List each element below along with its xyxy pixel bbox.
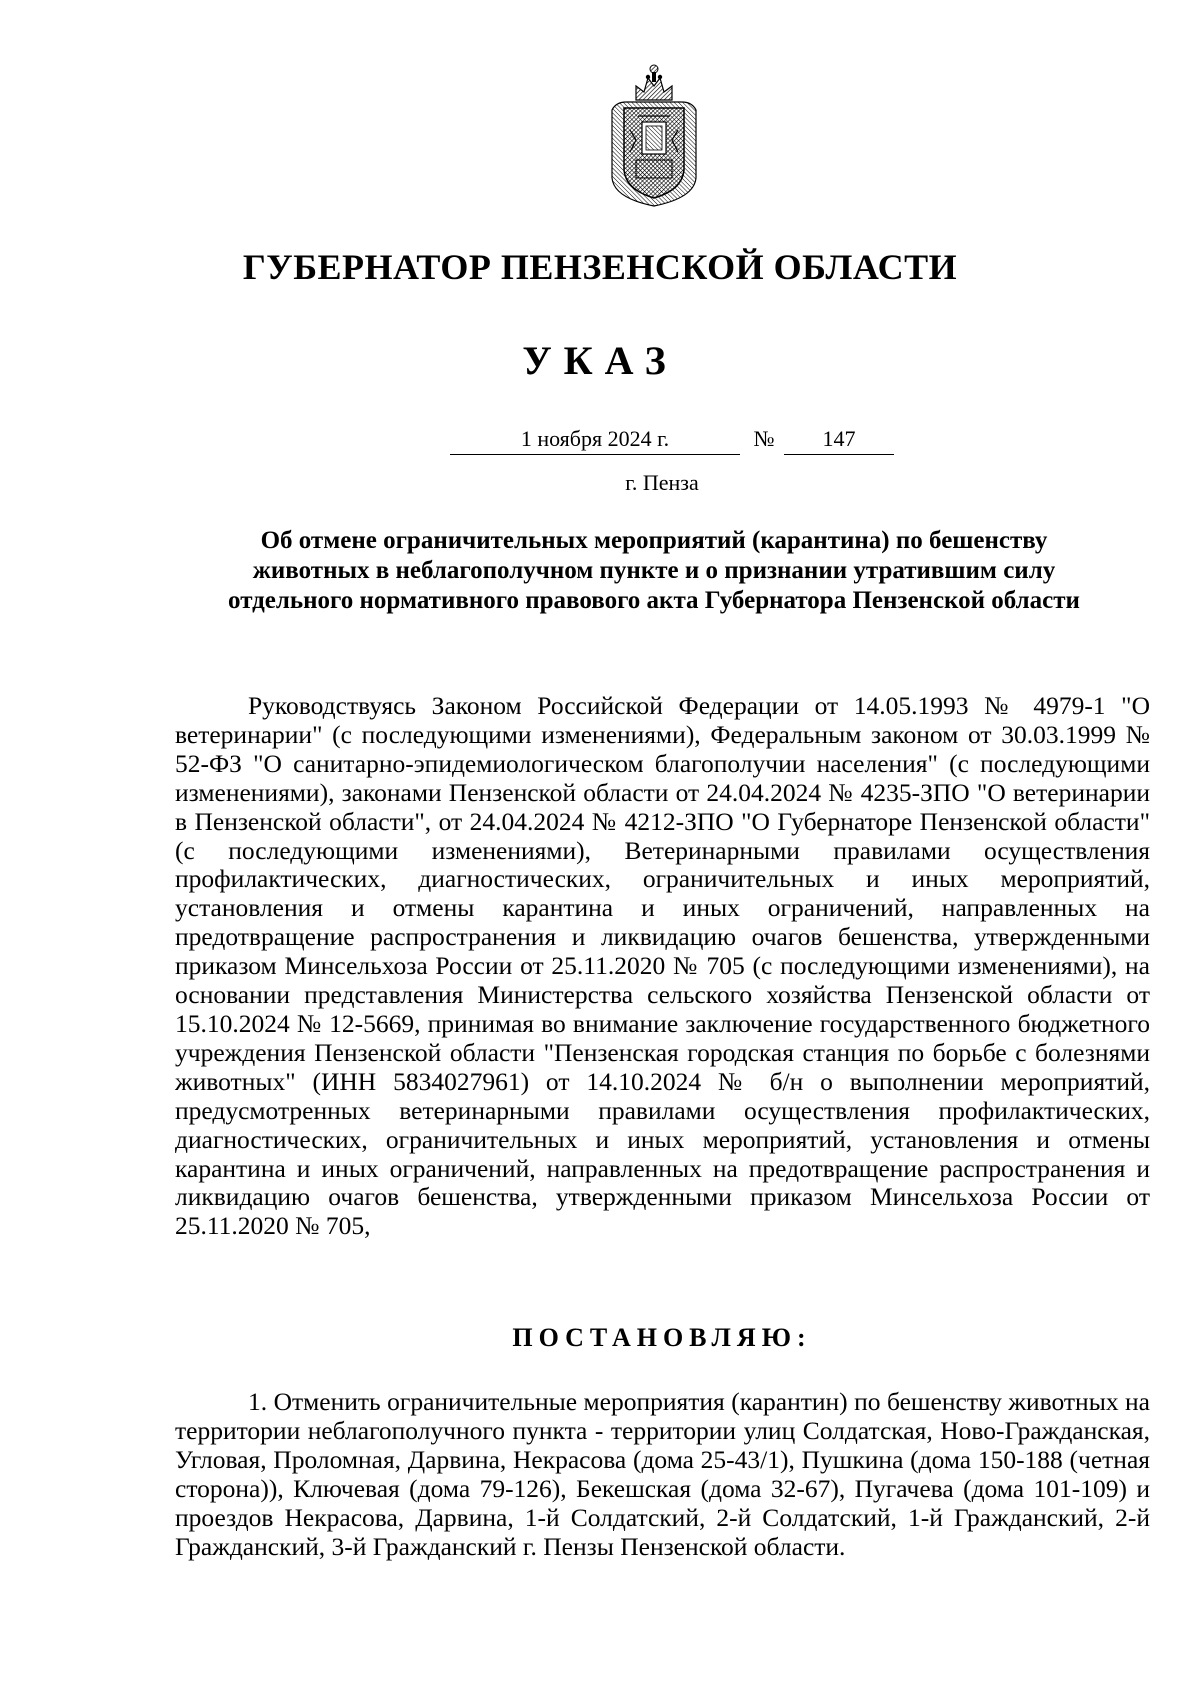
preamble-paragraph: Руководствуясь Законом Российской Федерации от 14.05.1993 № 4979-1 "О ветеринарии" (с последующими изменениями), Федеральным законом от 30.03.1999 № 52-ФЗ "О санитарно-эпидемиологическом благополучии населения" (с последующими изменениями), законами Пензенской области от 24.04.2024 № 4235-ЗПО "О ветеринарии в Пензенской области", от 24.04.2024 № 4212-ЗПО "О Губернаторе Пензенской области" (с последующими изменениями), Ветеринарными правилами осуществления профилактических, диагностических, ограничительных и иных мероприятий, установления и отмены карантина и иных ограничений, направленных на предотвращение распространения и ликвидацию очагов бешенства, утвержденными приказом Минсельхоза России от 25.11.2020 № 705 (с последующими изменениями), на основании представления Министерства сельского хозяйства Пензенской области от 15.10.2024 № 12-5669, принимая во внимание заключение государственного бюджетного учреждения Пензенской области "Пензенская городская станция по борьбе с болезнями животных" (ИНН 5834027961) от 14.10.2024 № б/н о выполнении мероприятий, предусмотренных ветеринарными правилами осуществления профилактических, диагностических, ограничительных и иных мероприятий, установления и отмены карантина и иных ограничений, направленных на предотвращение распространения и ликвидацию очагов бешенства, утвержденными приказом Минсельхоза России от 25.11.2020 № 705, [175,691,1150,1241]
document-date: 1 ноября 2024 г. [450,426,740,455]
issuing-authority: ГУБЕРНАТОР ПЕНЗЕНСКОЙ ОБЛАСТИ [242,247,958,287]
resolve-heading [0,1323,1200,1353]
resolve-heading-label: ПОСТАНОВЛЯЮ: [512,1323,812,1352]
document-number: 147 [784,426,894,455]
document-type: УКАЗ [522,338,678,383]
city-label: г. Пенза [625,470,699,495]
document-city [0,470,1200,496]
number-sign: № [753,426,775,451]
coat-of-arms-icon [606,60,702,210]
document-title: Об отмене ограничительных мероприятий (карантина) по бешенству животных в неблагополучном пункте и о признании утратившим силу отдельного нормативного правового акта Губернатора Пензенской области [228,527,1080,614]
clause-1: 1. Отменить ограничительные мероприятия (карантин) по бешенству животных на территории неблагополучного пункта - территории улиц Солдатская, Ново-Гражданская, Угловая, Проломная, Дарвина, Некрасова (дома 25-43/1), Пушкина (дома 150-188 (четная сторона)), Ключевая (дома 79-126), Бекешская (дома 32-67), Пугачева (дома 101-109) и проездов Некрасова, Дарвина, 1-й Солдатский, 2-й Солдатский, 1-й Гражданский, 2-й Гражданский, 3-й Гражданский г. Пензы Пензенской области. [175,1387,1150,1561]
